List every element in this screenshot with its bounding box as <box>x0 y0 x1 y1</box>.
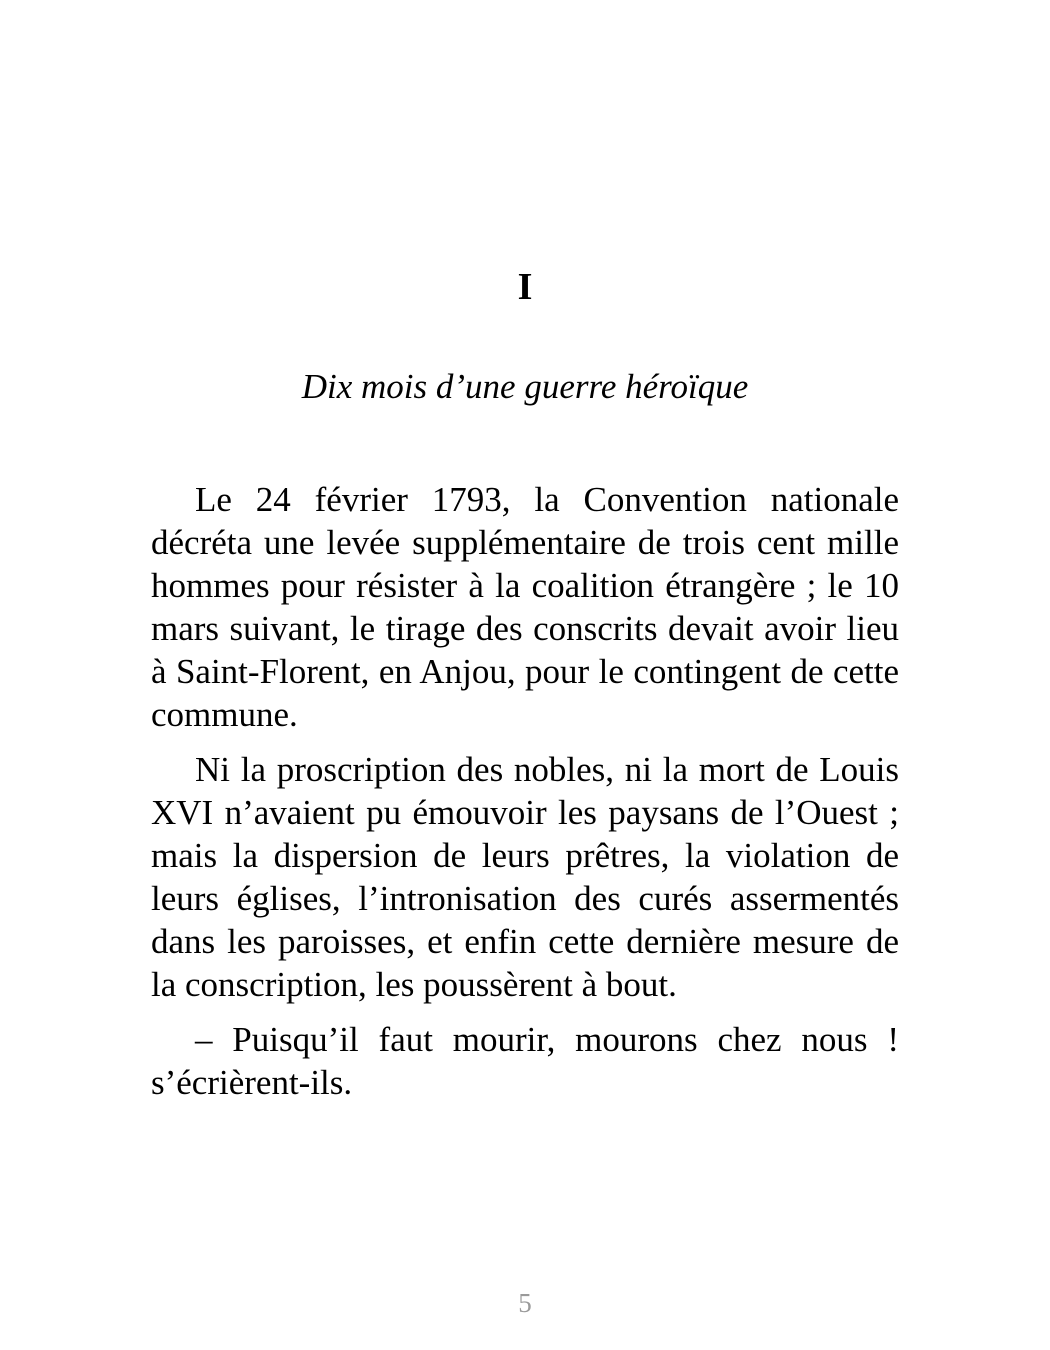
chapter-number: I <box>517 266 533 308</box>
chapter-body <box>151 478 899 1116</box>
paragraph: Le 24 février 1793, la Convention nationale décréta une levée supplémentaire de trois cent mille hommes pour résister à la coalition étrangère ; le 10 mars suivant, le tirage des conscrits devait avoir lieu à Saint-Florent, en Anjou, pour le contingent de cette commune. <box>151 480 899 734</box>
page-number: 5 <box>518 1288 532 1318</box>
chapter-title: Dix mois d’une guerre héroïque <box>301 367 749 406</box>
paragraph: – Puisqu’il faut mourir, mourons chez nous ! s’écrièrent-ils. <box>151 1020 899 1102</box>
paragraph: Ni la proscription des nobles, ni la mort de Louis XVI n’avaient pu émouvoir les paysans de l’Ouest ; mais la dispersion de leurs prêtres, la violation de leurs églises, l’intronisation des curés assermentés dans les paroisses, et enfin cette dernière mesure de la conscription, les poussèrent à bout. <box>151 750 899 1004</box>
